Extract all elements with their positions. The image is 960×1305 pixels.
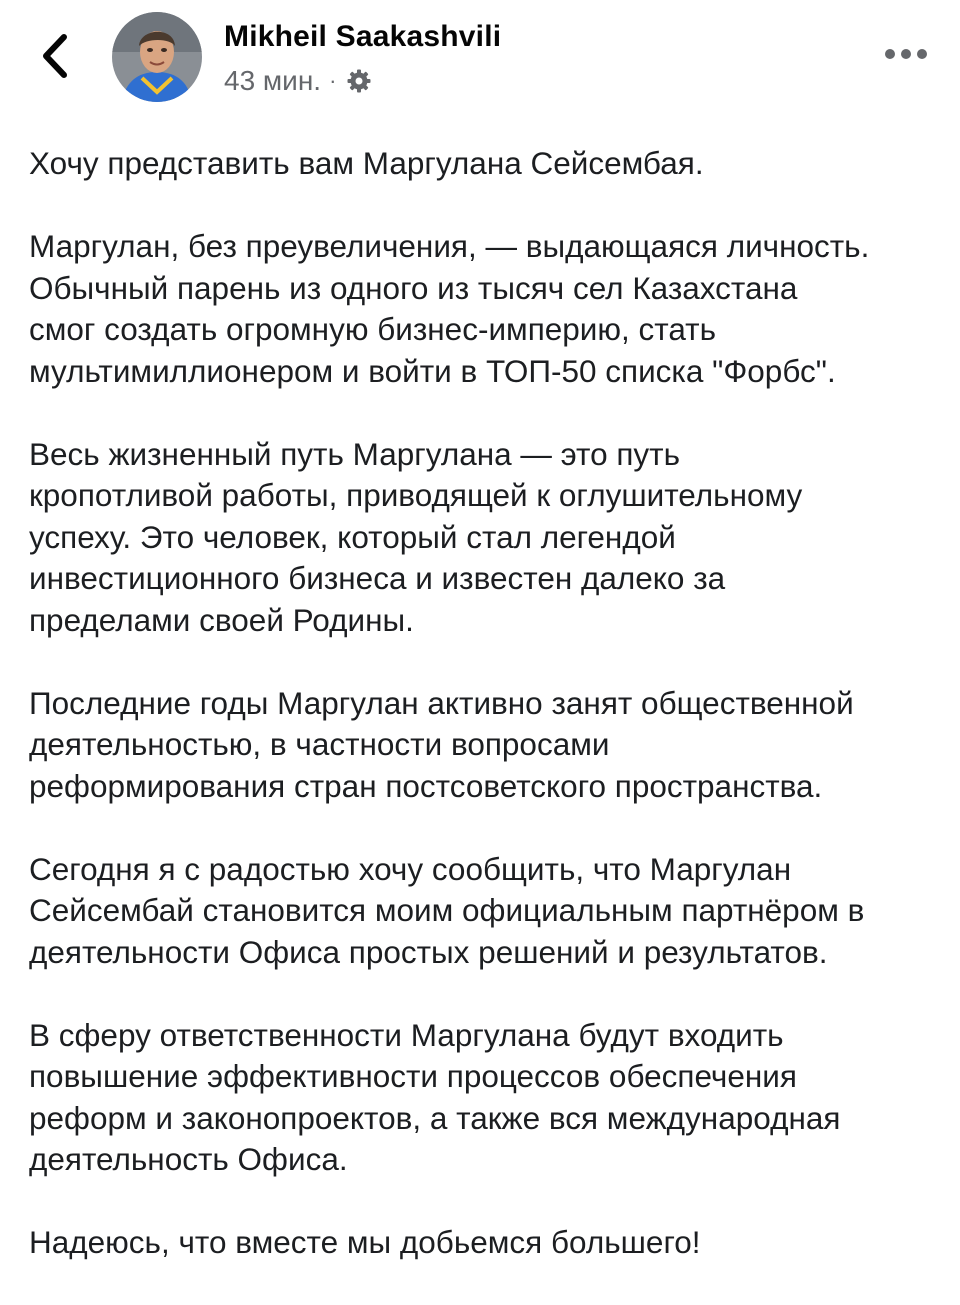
- post-paragraph: Последние годы Маргулан активно занят общественной деятельностью, в частности вопросами реформирования стран постсоветского пространства.: [29, 684, 854, 804]
- gear-icon: [346, 68, 372, 94]
- post-text: [29, 143, 944, 1305]
- post-timestamp[interactable]: 43 мин.: [224, 65, 322, 96]
- post-meta: [224, 62, 372, 100]
- more-dots-icon: [884, 48, 928, 60]
- post-paragraph: Надеюсь, что вместе мы добьемся большего!: [29, 1224, 701, 1260]
- post-header: [0, 0, 960, 120]
- meta-separator: ·: [329, 68, 337, 93]
- post-paragraph: Маргулан, без преувеличения, — выдающаяся личность. Обычный парень из одного из тысяч сел Казахстана смог создать огромную бизнес-империю, стать мультимиллионером и войти в ТОП-50 списка "Форбс".: [29, 228, 870, 389]
- chevron-left-icon: [40, 33, 70, 79]
- more-options-button[interactable]: [878, 36, 934, 72]
- author-name[interactable]: Mikheil Saakashvili: [224, 20, 502, 53]
- author-avatar[interactable]: [112, 12, 202, 102]
- back-button[interactable]: [30, 28, 80, 84]
- post-paragraph: Весь жизненный путь Маргулана — это путь кропотливой работы, приводящей к оглушительному успеху. Это человек, который стал легендой инвестиционного бизнеса и известен далеко за пределами своей Родины.: [29, 435, 803, 638]
- post-paragraph: Сегодня я с радостью хочу сообщить, что Маргулан Сейсембай становится моим официальным партнёром в деятельности Офиса простых решений и результатов.: [29, 850, 865, 970]
- post-paragraph: Хочу представить вам Маргулана Сейсембая.: [29, 145, 704, 181]
- post-paragraph: В сферу ответственности Маргулана будут входить повышение эффективности процессов обеспечения реформ и законопроектов, а также вся международная деятельность Офиса.: [29, 1016, 841, 1177]
